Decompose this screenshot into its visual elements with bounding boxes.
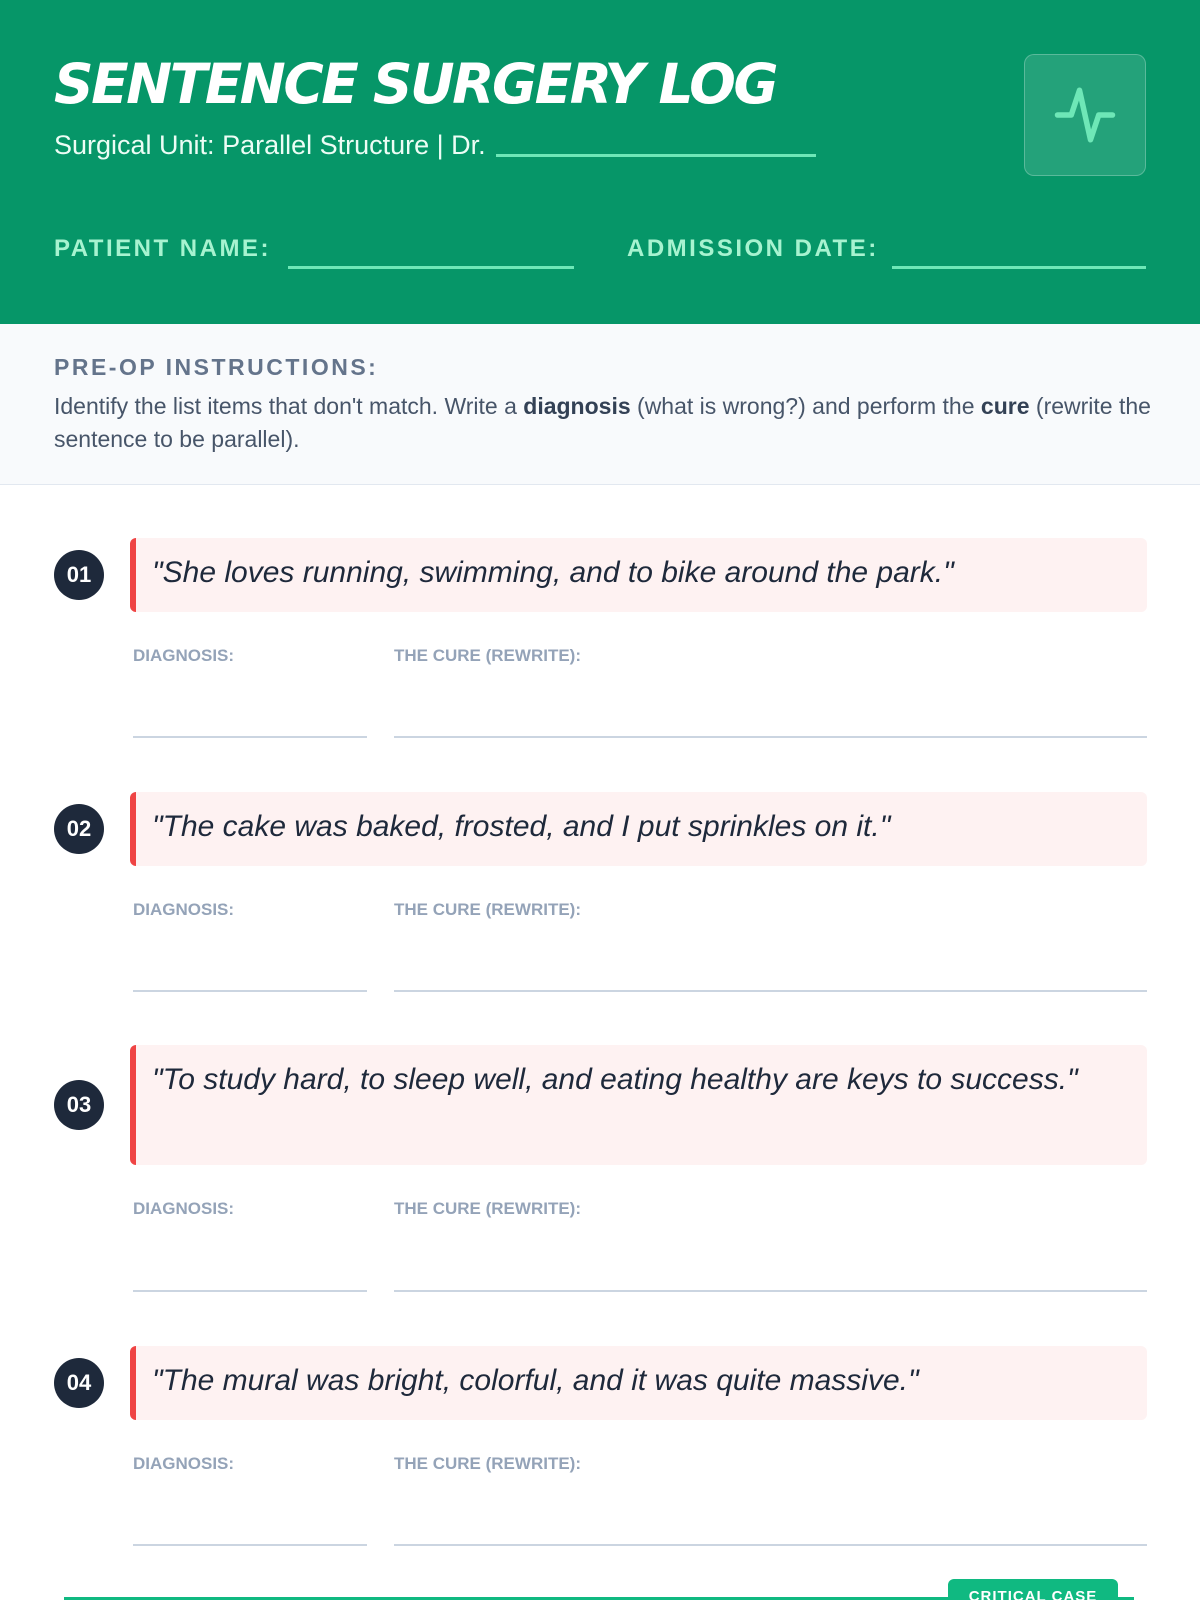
case-sentence: "To study hard, to sleep well, and eating healthy are keys to success.": [130, 1045, 1147, 1165]
case-number-badge: 01: [54, 550, 104, 600]
admission-date-field[interactable]: [892, 266, 1146, 269]
instructions-part-1: Identify the list items that don't match. Write a: [54, 393, 524, 419]
instructions-panel: [0, 324, 1200, 485]
cure-write-line[interactable]: [394, 1290, 1147, 1292]
diagnosis-write-line[interactable]: [133, 736, 367, 738]
instructions-part-2: (what is wrong?) and perform the: [630, 393, 981, 419]
case-sentence: "The cake was baked, frosted, and I put sprinkles on it.": [130, 792, 1147, 866]
header-banner: [0, 0, 1200, 324]
cure-label: THE CURE (REWRITE):: [394, 646, 581, 665]
instructions-bold-cure: cure: [980, 393, 1030, 419]
heartbeat-icon: [1052, 82, 1118, 148]
diagnosis-write-line[interactable]: [133, 1544, 367, 1546]
patient-name-field[interactable]: [288, 266, 574, 269]
diagnosis-label: DIAGNOSIS:: [133, 1454, 235, 1473]
diagnosis-label: DIAGNOSIS:: [133, 1199, 235, 1218]
heartbeat-logo: [1024, 54, 1146, 176]
case-sentence: "She loves running, swimming, and to bike around the park.": [130, 538, 1147, 612]
cure-label: THE CURE (REWRITE):: [394, 1454, 581, 1473]
cure-write-line[interactable]: [394, 736, 1147, 738]
instructions-part-3: (rewrite the sentence to be parallel).: [54, 393, 1151, 452]
subtitle-text: Surgical Unit: Parallel Structure | Dr.: [54, 130, 486, 160]
doctor-name-field[interactable]: [496, 154, 816, 157]
case-number-badge: 03: [54, 1080, 104, 1130]
page-title: SENTENCE SURGERY LOG: [54, 52, 777, 116]
cure-label: THE CURE (REWRITE):: [394, 900, 581, 919]
admission-date-label: ADMISSION DATE:: [627, 235, 879, 262]
page-subtitle: [54, 130, 816, 161]
instructions-text: [54, 390, 1154, 456]
cure-write-line[interactable]: [394, 1544, 1147, 1546]
case-number-badge: 02: [54, 804, 104, 854]
critical-case-tab: CRITICAL CASE: [948, 1579, 1118, 1600]
diagnosis-write-line[interactable]: [133, 990, 367, 992]
instructions-bold-diagnosis: diagnosis: [523, 393, 631, 419]
instructions-heading: PRE-OP INSTRUCTIONS:: [54, 354, 379, 380]
diagnosis-label: DIAGNOSIS:: [133, 900, 235, 919]
diagnosis-write-line[interactable]: [133, 1290, 367, 1292]
cure-label: THE CURE (REWRITE):: [394, 1199, 581, 1218]
case-sentence: "The mural was bright, colorful, and it was quite massive.": [130, 1346, 1147, 1420]
patient-name-label: PATIENT NAME:: [54, 235, 271, 262]
cure-write-line[interactable]: [394, 990, 1147, 992]
diagnosis-label: DIAGNOSIS:: [133, 646, 235, 665]
case-number-badge: 04: [54, 1358, 104, 1408]
